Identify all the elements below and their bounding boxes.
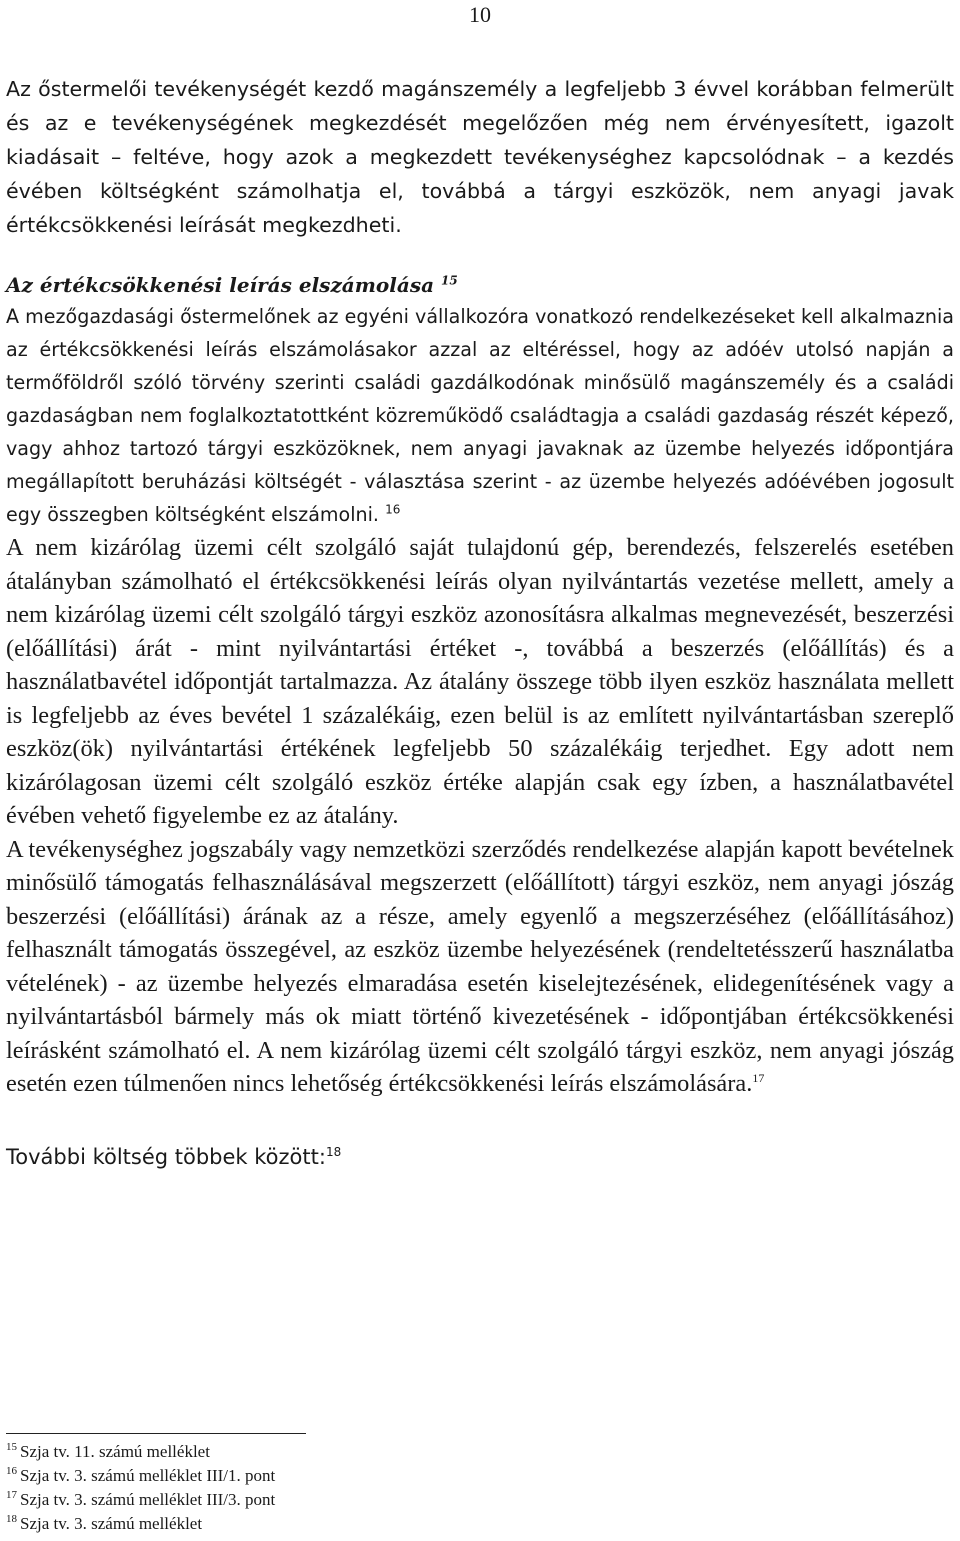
footnote-separator bbox=[6, 1433, 306, 1434]
footnote-number: 15 bbox=[6, 1441, 17, 1454]
footnote-text: Szja tv. 3. számú melléklet bbox=[20, 1514, 203, 1533]
footnote-text: Szja tv. 3. számú melléklet III/1. pont bbox=[20, 1466, 276, 1485]
section-heading-text: Az értékcsökkenési leírás elszámolása bbox=[6, 273, 435, 297]
subsidy-paragraph bbox=[6, 833, 954, 1101]
footnote-text: Szja tv. 11. számú melléklet bbox=[20, 1442, 210, 1461]
footnote-number: 18 bbox=[6, 1513, 17, 1526]
page-content bbox=[6, 72, 954, 1173]
footnote-ref-16: 16 bbox=[385, 502, 401, 517]
footnote-item bbox=[6, 1464, 606, 1488]
flat-rate-paragraph: A nem kizárólag üzemi célt szolgáló saját tulajdonú gép, berendezés, felszerelés esetében átalányban számolható el értékcsökkenési leírás olyan nyilvántartás vezetése mellett, amely a nem kizárólag üzemi célt szolgáló tárgyi eszköz azonosításra alkalmas megnevezését, beszerzési (előállítási) árát - mint nyilvántartási értéket -, továbbá a beszerzés (előállítás) és a használatbavétel időpontját tartalmazza. Az átalány összege több ilyen eszköz használata mellett is legfeljebb az éves bevétel 1 százalékáig, ezen belül is az említett nyilvántartásban szereplő eszköz(ök) nyilvántartási értékének legfeljebb 50 százalékáig terjedhet. Egy adott nem kizárólagosan üzemi célt szolgáló eszköz értéke alapján csak egy ízben, a használatbavétel évében vehető figyelembe ez az átalány. bbox=[6, 534, 954, 829]
footnote-ref-17: 17 bbox=[752, 1070, 765, 1085]
section-heading bbox=[6, 270, 954, 300]
footnotes bbox=[6, 1440, 606, 1536]
footnote-ref-15: 15 bbox=[441, 273, 458, 288]
footnote-item bbox=[6, 1440, 606, 1464]
depreciation-paragraph-text: A mezőgazdasági őstermelőnek az egyéni vállalkozóra vonatkozó rendelkezéseket kell alkalmaznia az értékcsökkenési leírás elszámolásakor azzal az eltéréssel, hogy az adóév utolsó napján a termőföldről szóló törvény szerinti családi gazdálkodónak minősülő magánszemély és a családi gazdaságban nem foglalkoztatottként közreműködő családtagja a családi gazdaság részét képező, vagy ahhoz tartozó tárgyi eszközöknek, nem anyagi javaknak az üzembe helyezés időpontjára megállapított beruházási költségét - választása szerint - az üzembe helyezés adóévében jogosult egy összegben költségként elszámolni. bbox=[6, 305, 954, 526]
intro-paragraph: Az őstermelői tevékenységét kezdő magánszemély a legfeljebb 3 évvel korábban felmerült és az e tevékenységének megkezdését megelőzően még nem érvényesített, igazolt kiadásait – feltéve, hogy azok a megkezdett tevékenységhez kapcsolódnak – a kezdés évében költségként számolhatja el, továbbá a tárgyi eszközök, nem anyagi javak értékcsökkenési leírását megkezdheti. bbox=[6, 77, 954, 237]
sub-heading-text: További költség többek között: bbox=[6, 1144, 326, 1169]
footnote-number: 16 bbox=[6, 1465, 17, 1478]
footnote-item bbox=[6, 1512, 606, 1536]
footnote-number: 17 bbox=[6, 1489, 17, 1502]
subsidy-paragraph-text: A tevékenységhez jogszabály vagy nemzetközi szerződés rendelkezése alapján kapott bevételnek minősülő támogatás felhasználásával megszerzett (előállított) tárgyi eszköz, nem anyagi jószág beszerzési (előállítási) árának az a része, amely egyenlő a megszerzéséhez (előállításához) felhasznált támogatás összegével, az eszköz üzembe helyezésének (rendeltetésszerű használatba vételének) - az üzembe helyezés elmaradása esetén kiselejtezésének, elidegenítésének vagy a nyilvántartásból bármely más ok miatt történő kivezetésének - időpontjában értékcsökkenési leírásként számolható el. A nem kizárólag üzemi célt szolgáló tárgyi eszköz, nem anyagi jószág esetén ezen túlmenően nincs lehetőség értékcsökkenési leírás elszámolására. bbox=[6, 835, 954, 1097]
footnote-text: Szja tv. 3. számú melléklet III/3. pont bbox=[20, 1490, 276, 1509]
page-number: 10 bbox=[469, 2, 491, 27]
footnote-ref-18: 18 bbox=[325, 1144, 342, 1159]
depreciation-paragraph bbox=[6, 300, 954, 531]
sub-heading bbox=[6, 1141, 954, 1173]
footnote-item bbox=[6, 1488, 606, 1512]
